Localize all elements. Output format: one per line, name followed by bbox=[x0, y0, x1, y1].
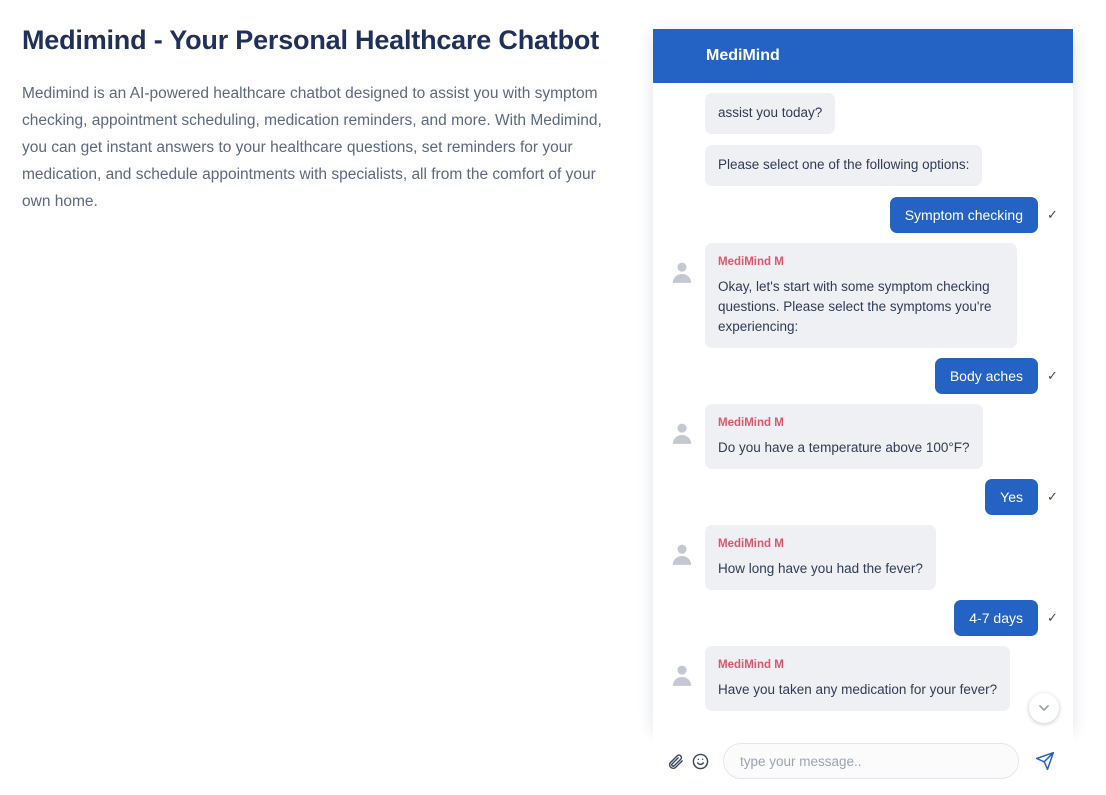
delivered-check-icon: ✓ bbox=[1047, 610, 1058, 625]
chat-message-user bbox=[667, 197, 1059, 233]
chat-message-user bbox=[667, 479, 1059, 515]
message-text: Yes bbox=[1000, 489, 1023, 505]
delivered-check-icon: ✓ bbox=[1047, 368, 1058, 383]
chat-message-bot bbox=[667, 525, 1059, 590]
avatar bbox=[667, 255, 697, 285]
bot-bubble bbox=[705, 404, 983, 469]
chat-message-list[interactable] bbox=[653, 83, 1073, 727]
avatar bbox=[667, 658, 697, 688]
user-bubble[interactable] bbox=[935, 358, 1038, 394]
chevron-down-icon bbox=[1036, 700, 1052, 716]
message-text: Body aches bbox=[949, 368, 1023, 384]
attachment-icon[interactable] bbox=[667, 753, 684, 770]
message-text: Okay, let's start with some symptom checking questions. Please select the symptoms you're experiencing: bbox=[718, 279, 992, 334]
chat-composer bbox=[653, 727, 1073, 795]
message-text: 4-7 days bbox=[969, 610, 1023, 626]
chat-message-user bbox=[667, 358, 1059, 394]
send-button[interactable] bbox=[1031, 747, 1059, 775]
message-text: Please select one of the following options: bbox=[718, 157, 970, 172]
delivered-check-icon: ✓ bbox=[1047, 207, 1058, 222]
bot-bubble bbox=[705, 145, 982, 186]
chat-message-bot bbox=[667, 646, 1059, 711]
sender-name: MediMind M bbox=[718, 417, 784, 429]
page-title: Medimind - Your Personal Healthcare Chatbot bbox=[22, 25, 600, 55]
user-bubble[interactable] bbox=[954, 600, 1038, 636]
user-bubble[interactable] bbox=[985, 479, 1038, 515]
bot-bubble bbox=[705, 243, 1017, 348]
chat-message-user bbox=[667, 600, 1059, 636]
bot-bubble bbox=[705, 646, 1010, 711]
message-text: assist you today? bbox=[718, 105, 823, 120]
chat-message-bot bbox=[667, 243, 1059, 348]
user-bubble[interactable] bbox=[890, 197, 1038, 233]
sender-name: MediMind M bbox=[718, 659, 784, 671]
page-description: Medimind is an AI-powered healthcare chatbot designed to assist you with symptom checking, appointment scheduling, medication reminders, and more. With Medimind, you can get instant answers to your healthcare questions, set reminders for your medication, and schedule appointments with specialists, all from the comfort of your own home. bbox=[22, 84, 602, 210]
chat-message-bot bbox=[667, 93, 1059, 135]
scroll-to-bottom-button[interactable] bbox=[1029, 693, 1059, 723]
message-input[interactable] bbox=[723, 743, 1019, 779]
chat-widget bbox=[653, 29, 1073, 731]
chat-message-bot bbox=[667, 404, 1059, 469]
message-text: How long have you had the fever? bbox=[718, 561, 923, 576]
message-text: Have you taken any medication for your fever? bbox=[718, 682, 998, 697]
avatar bbox=[667, 537, 697, 567]
delivered-check-icon: ✓ bbox=[1047, 489, 1058, 504]
avatar bbox=[667, 416, 697, 446]
chat-header bbox=[653, 29, 1073, 83]
emoji-icon[interactable] bbox=[692, 753, 709, 770]
intro-section bbox=[22, 24, 622, 215]
bot-bubble bbox=[705, 93, 835, 134]
sender-name: MediMind M bbox=[718, 256, 784, 268]
sender-name: MediMind M bbox=[718, 538, 784, 550]
message-text: Symptom checking bbox=[904, 207, 1023, 223]
chat-header-title: MediMind bbox=[706, 47, 780, 64]
bot-bubble bbox=[705, 525, 936, 590]
chat-message-bot bbox=[667, 145, 1059, 187]
message-text: Do you have a temperature above 100°F? bbox=[718, 440, 970, 455]
